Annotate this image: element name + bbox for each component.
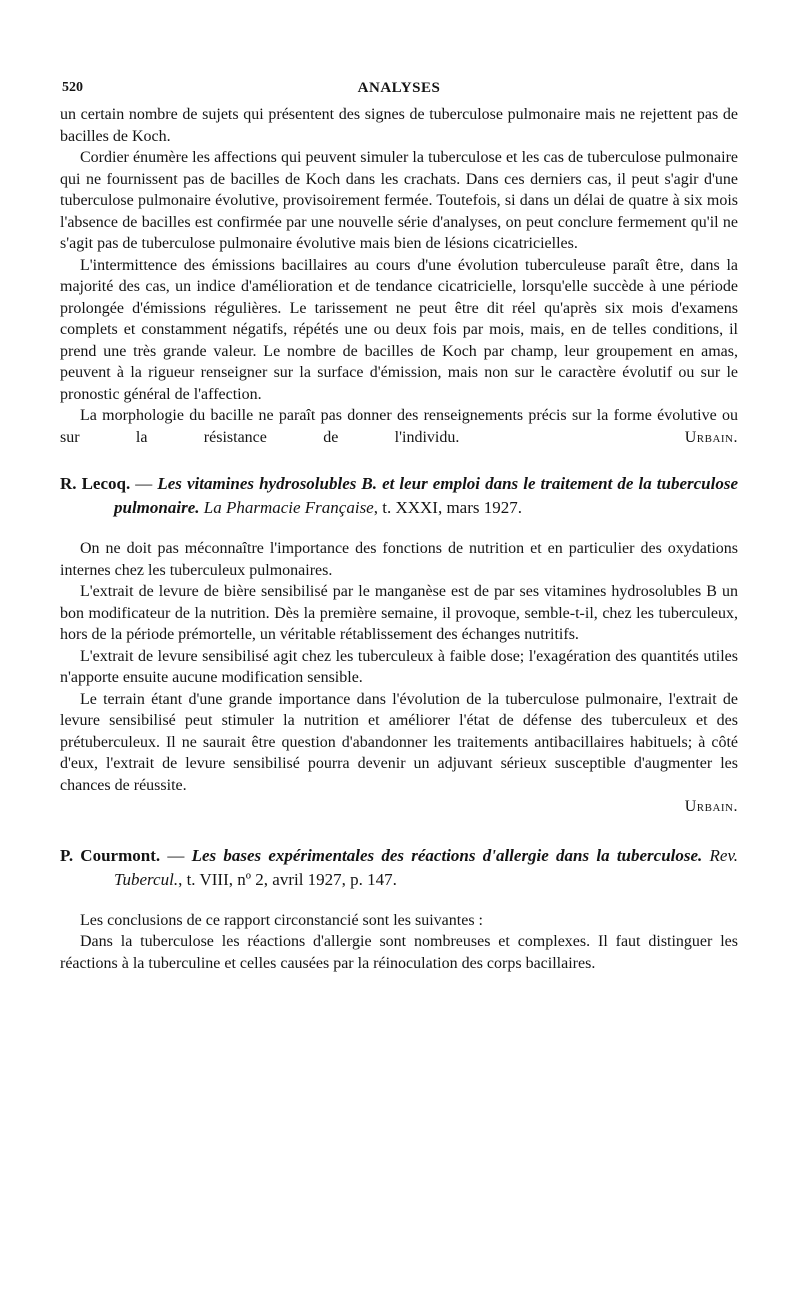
journal-page xyxy=(60,76,738,974)
entry-citation: , t. XXXI, mars 1927. xyxy=(373,498,522,517)
running-title: ANALYSES xyxy=(357,80,441,96)
reviewer-signature: Urbain. xyxy=(684,428,738,446)
body-paragraph: On ne doit pas méconnaître l'importance des fonctions de nutrition et en particulier des oxydations internes chez les tuberculeux pulmonaires. xyxy=(60,540,738,579)
body-paragraph: un certain nombre de sujets qui présentent des signes de tuberculose pulmonaire mais ne rejettent pas de bacilles de Koch. xyxy=(60,106,738,145)
entry-heading: R. Lecoq. — Les vitamines hydrosolubles B. et leur emploi dans le traitement de la tuberculose pulmonaire. La Pharmacie Française, t. XXXI, mars 1927. xyxy=(60,474,738,517)
review-entry-lecoq xyxy=(60,472,738,818)
body-paragraph: Le terrain étant d'une grande importance dans l'évolution de la tuberculose pulmonaire, l'extrait de levure sensibilisé peut stimuler la nutrition et améliorer l'état de défense des tuberculeux et des prétuberculeux. Il ne saurait être question d'abandonner les traitements antibacillaires habituels; à côté d'eux, l'extrait de levure sensibilisé pourra devenir un adjuvant sérieux susceptible d'augmenter les chances de réussite. xyxy=(60,690,738,794)
entry-author: P. Courmont. xyxy=(60,845,161,865)
continued-review xyxy=(60,104,738,448)
entry-citation: , t. VIII, nº 2, avril 1927, p. 147. xyxy=(178,869,397,889)
body-paragraph: Les conclusions de ce rapport circonstancié sont les suivantes : xyxy=(80,911,483,929)
running-head xyxy=(60,76,738,104)
body-paragraph: La morphologie du bacille ne paraît pas donner des renseignements précis sur la forme évolutive ou sur la résistance de l'individu. Urbain. xyxy=(60,407,738,446)
body-paragraph: L'intermittence des émissions bacillaires au cours d'une évolution tuberculeuse paraît être, dans la majorité des cas, un indice d'amélioration et de tendance cicatricielle, lorsqu'elle succède à une période prolongée d'émissions régulières. Le tarissement ne peut être dit réel qu'après six mois d'examens complets et constamment négatifs, répétés une ou deux fois par mois, mais, en de telles conditions, il prend une très grande valeur. Le nombre de bacilles de Koch par champ, leur groupement en amas, peuvent à la rigueur renseigner sur la surface d'émission, mais non sur le caractère évolutif ou sur le pronostic général de l'affection. xyxy=(60,256,738,403)
entry-journal: La Pharmacie Française xyxy=(203,498,374,517)
page-number: 520 xyxy=(62,80,83,95)
entry-journal: Rev. Tubercul. xyxy=(114,845,738,889)
body-paragraph: L'extrait de levure sensibilisé agit chez les tuberculeux à faible dose; l'exagération des quantités utiles n'apporte ensuite aucune modification sensible. xyxy=(60,647,738,686)
entry-title: Les vitamines hydrosolubles B. et leur emploi dans le traitement de la tuberculose pulmonaire. xyxy=(114,474,738,517)
body-paragraph: Cordier énumère les affections qui peuvent simuler la tuberculose et les cas de tuberculose pulmonaire qui ne fournissent pas de bacilles de Koch dans les crachats. Dans ces derniers cas, il peut s'agir d'une tuberculose pulmonaire évolutive, provisoirement fermée. Toutefois, si dans un délai de quatre à six mois l'absence de bacilles est confirmée par une nouvelle série d'analyses, on peut conclure fermement qu'il ne s'agit pas de tuberculose pulmonaire évolutive mais bien de lésions cicatricielles. xyxy=(60,149,738,252)
body-paragraph: Dans la tuberculose les réactions d'allergie sont nombreuses et complexes. Il faut distinguer les réactions à la tuberculine et celles causées par la réinoculation des corps bacillaires. xyxy=(60,933,738,972)
entry-author: R. Lecoq. xyxy=(60,474,131,493)
body-paragraph: L'extrait de levure de bière sensibilisé par le manganèse est de par ses vitamines hydrosolubles B un bon modificateur de la nutrition. Dès la première semaine, il provoque, semble-t-il, chez les tuberculeux, hors de la période prémortelle, un véritable rétablissement des échanges nutritifs. xyxy=(60,583,738,643)
entry-heading: P. Courmont. — Les bases expérimentales des réactions d'allergie dans la tuberculose. Rev. Tubercul., t. VIII, nº 2, avril 1927, p. 147. xyxy=(60,845,738,889)
entry-title: Les bases expérimentales des réactions d'allergie dans la tuberculose. xyxy=(191,845,703,865)
reviewer-signature: Urbain. xyxy=(684,798,738,815)
review-entry-courmont xyxy=(60,844,738,975)
